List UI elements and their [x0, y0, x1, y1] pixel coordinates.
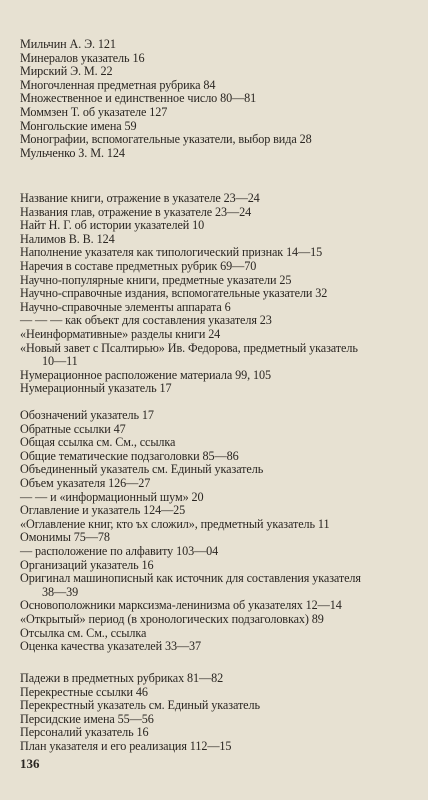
index-section-o	[20, 409, 422, 654]
index-entry: Минералов указатель 16	[20, 50, 145, 65]
index-entry: Научно-популярные книги, предметные указатели 25	[20, 272, 292, 287]
index-entry: Объединенный указатель см. Единый указатель	[20, 462, 264, 477]
index-entry: Названия глав, отражение в указателе 23—24	[20, 204, 252, 219]
index-entry: Оригинал машинописный как источник для составления указателя	[20, 571, 361, 586]
index-entry: Мильчин А. Э. 121	[20, 37, 116, 51]
index-entry: Найт Н. Г. об истории указателей 10	[20, 218, 205, 233]
page-number: 136	[20, 756, 40, 771]
index-entry: Омонимы 75—78	[20, 530, 110, 545]
index-entry: 10—11	[42, 354, 78, 369]
index-entry: Обозначений указатель 17	[20, 408, 154, 422]
index-entry: Наречия в составе предметных рубрик 69—70	[20, 258, 257, 273]
index-entry: Монгольские имена 59	[20, 118, 137, 133]
index-entry: Оценка качества указателей 33—37	[20, 639, 202, 654]
index-entry: Научно-справочные издания, вспомогательные указатели 32	[20, 286, 328, 301]
index-entry: Налимов В. В. 124	[20, 231, 115, 246]
index-entry: Обратные ссылки 47	[20, 421, 126, 436]
index-section-n	[20, 192, 422, 396]
index-entry: «Оглавление книг, кто ъх сложил», предметный указатель 11	[20, 516, 330, 531]
index-entry: Перекрестные ссылки 46	[20, 684, 148, 699]
index-entry: Объем указателя 126—27	[20, 475, 151, 490]
index-entry: Множественное и единственное число 80—81	[20, 91, 257, 106]
index-entry: Нумерационное расположение материала 99, 105	[20, 367, 271, 382]
index-entry: «Неинформативные» разделы книги 24	[20, 326, 221, 341]
index-entry: Перекрестный указатель см. Единый указатель	[20, 698, 260, 713]
index-section-p	[20, 672, 422, 754]
index-entry: Название книги, отражение в указателе 23—24	[20, 191, 260, 205]
index-entry: Научно-справочные элементы аппарата 6	[20, 299, 231, 314]
index-entry: Наполнение указателя как типологический признак 14—15	[20, 245, 323, 260]
index-entry: Многочленная предметная рубрика 84	[20, 77, 216, 92]
index-entry: «Открытый» период (в хронологических подзаголовках) 89	[20, 611, 324, 626]
index-entry: — — и «информационный шум» 20	[20, 489, 204, 504]
index-entry: Организаций указатель 16	[20, 557, 154, 572]
index-entry: Монографии, вспомогательные указатели, выбор вида 28	[20, 132, 312, 147]
index-entry: Общие тематические подзаголовки 85—86	[20, 448, 239, 463]
index-entry: 38—39	[42, 584, 79, 599]
index-entry: Мирский Э. М. 22	[20, 64, 113, 79]
index-entry: — — — как объект для составления указателя 23	[20, 313, 272, 328]
index-section-m	[20, 38, 422, 160]
index-entry: Оглавление и указатель 124—25	[20, 503, 186, 518]
index-entry: План указателя и его реализация 112—15	[20, 738, 232, 753]
index-entry: Персоналий указатель 16	[20, 725, 149, 740]
index-entry: Мульченко З. М. 124	[20, 145, 125, 160]
index-entry: Отсылка см. См., ссылка	[20, 625, 147, 640]
index-entry: Падежи в предметных рубриках 81—82	[20, 671, 224, 685]
index-entry: «Новый завет с Псалтирью» Ив. Федорова, предметный указатель	[20, 340, 358, 355]
index-entry: Нумерационный указатель 17	[20, 381, 172, 396]
index-entry: Моммзен Т. об указателе 127	[20, 104, 168, 119]
index-entry: Общая ссылка см. См., ссылка	[20, 435, 176, 450]
index-entry: Основоположники марксизма-ленинизма об указателях 12—14	[20, 598, 342, 613]
index-entry: Персидские имена 55—56	[20, 711, 154, 726]
index-entry: — расположение по алфавиту 103—04	[20, 543, 219, 558]
